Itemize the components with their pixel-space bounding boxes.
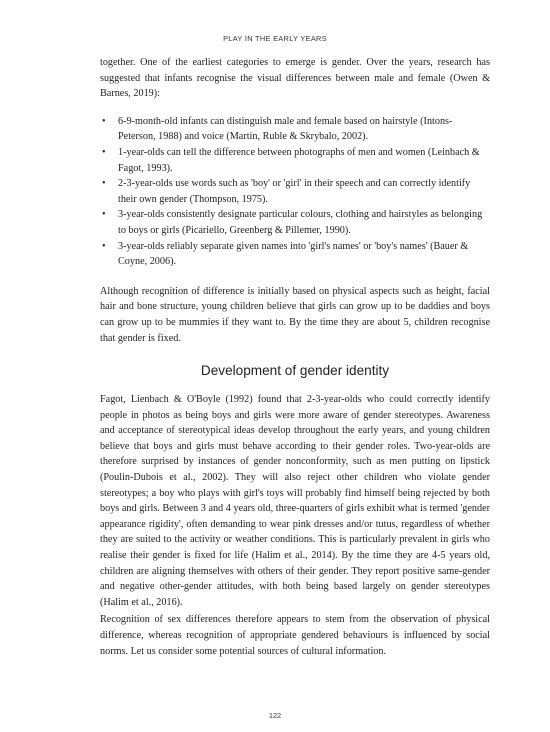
- list-item-text: 2-3-year-olds use words such as 'boy' or 'girl' in their speech and can correctly identify their own gender (Thompson, 1975).: [118, 178, 471, 205]
- list-item: [100, 145, 490, 176]
- bullet-marker: •: [102, 240, 106, 252]
- conclusion-paragraph: Recognition of sex differences therefore appears to stem from the observation of physical difference, whereas recognition of appropriate gendered behaviours is influenced by social norms. Let us consider some potential sources of cultural information.: [100, 614, 490, 657]
- list-item-text: 6-9-month-old infants can distinguish male and female based on hairstyle (Intons-Peterson, 1988) and voice (Martin, Ruble & Skrybalo, 2002).: [118, 115, 453, 143]
- recognition-paragraph: Although recognition of difference is initially based on physical aspects such as height, facial hair and bone structure, young children believe that girls can grow up to be daddies and boys can grow up to be mummies if they want to. By the time they are about 5, children recognise that gender is fixed.: [100, 285, 490, 344]
- milestone-list: [100, 114, 490, 270]
- list-item-text: 1-year-olds can tell the difference between photographs of men and women (Leinbach & Fagot, 1993).: [118, 146, 480, 174]
- gender-identity-paragraph: Fagot, Lienbach & O'Boyle (1992) found that 2-3-year-olds who could correctly identify people in photos as being boys and girls were more aware of gender stereotypes. Awareness and acceptance of stereotypical ideas develop throughout the early years, and young children believe that boys and girls must behave according to their gender roles. Two-year-olds are therefore surprised by instances of gender nonconformity, such as men putting on lipstick (Poulin-Dubois et al., 2002). They will also reject other children who violate gender stereotypes; a boy who plays with girl's toys will probably find himself being rejected by both boys and girls. Between 3 and 4 years old, three-quarters of girls exhibit what is termed 'gender appearance rigidity', often demanding to wear pink dresses and/or tutus, regardless of whether they are suited to the activity or weather conditions. This is particularly prevalent in girls who realise their gender is fixed for life (Halim et al., 2014). By the time they are 4-5 years old, children are aligning themselves with others of their gender. They report positive same-gender and negative other-gender attitudes, with both being based largely on gender stereotypes (Halim et al., 2016).: [100, 394, 490, 608]
- bullet-marker: •: [102, 178, 106, 190]
- bullet-marker: •: [102, 115, 106, 127]
- section-heading: Development of gender identity: [200, 363, 390, 379]
- bullet-marker: •: [102, 209, 106, 221]
- list-item-text: 3-year-olds reliably separate given names into 'girl's names' or 'boy's names' (Bauer & Coyne, 2006).: [118, 240, 469, 268]
- list-item: [100, 176, 490, 207]
- list-item: [100, 114, 490, 145]
- running-header: PLAY IN THE EARLY YEARS: [223, 34, 327, 43]
- intro-paragraph: together. One of the earliest categories to emerge is gender. Over the years, research has suggested that infants recognise the visual differences between male and female (Owen & Barnes, 2019):: [100, 57, 490, 100]
- page-body: [100, 55, 490, 659]
- list-item: [100, 207, 490, 238]
- list-item-text: 3-year-olds consistently designate particular colours, clothing and hairstyles as belonging to boys or girls (Picariello, Greenberg & Pillemer, 1990).: [118, 209, 483, 236]
- list-item: [100, 239, 490, 270]
- page-number: 122: [268, 711, 282, 720]
- bullet-marker: •: [102, 146, 106, 158]
